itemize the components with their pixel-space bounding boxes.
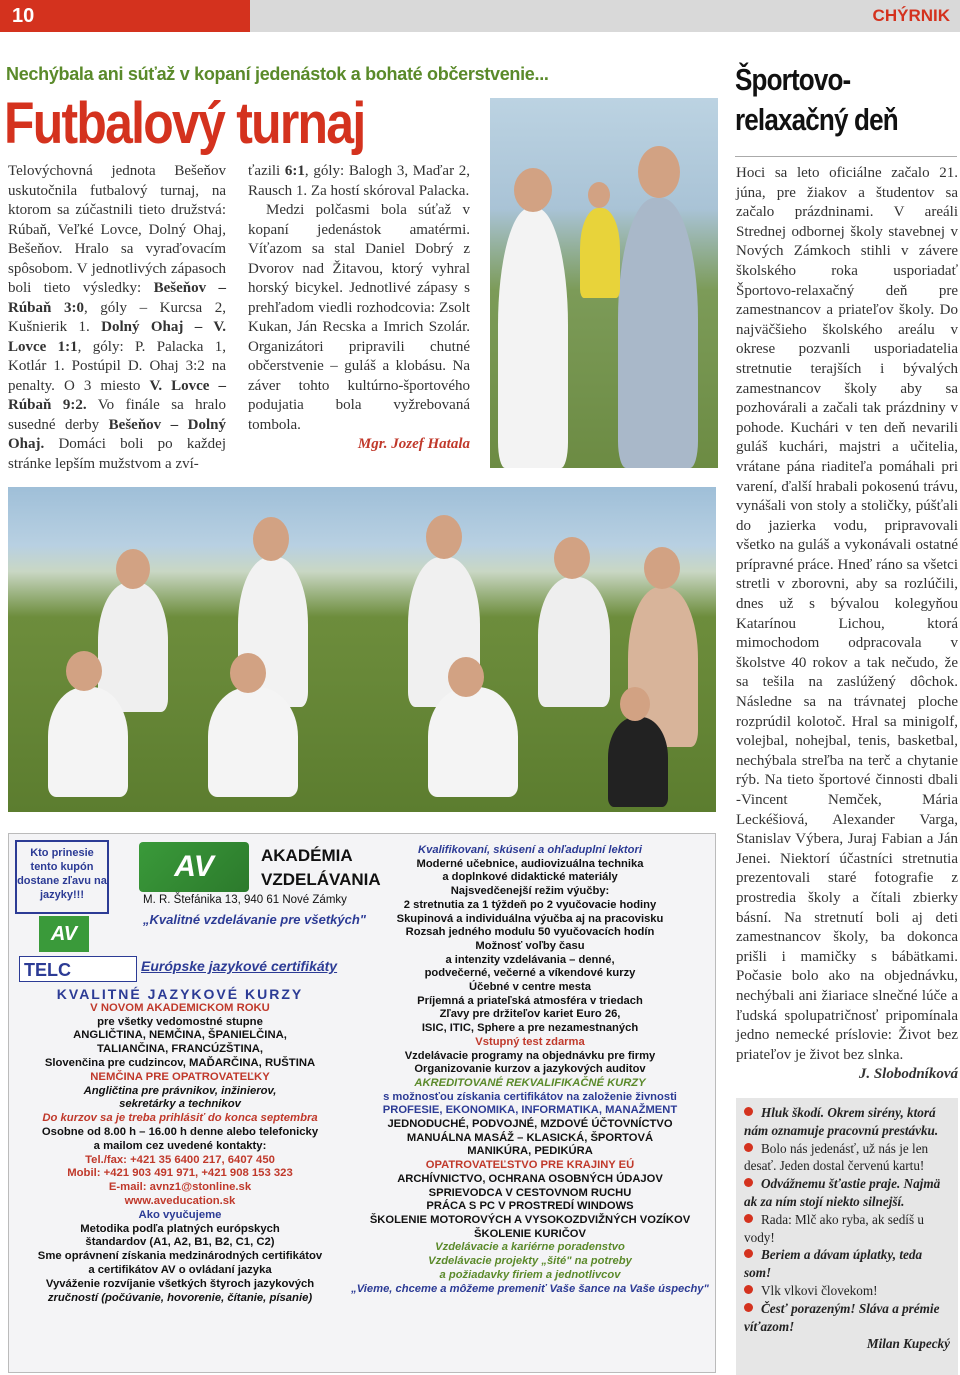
quotes-signature: Milan Kupecký [866,1336,950,1352]
ad-line: ŠKOLENIE KURIČOV [474,1227,586,1240]
ad-left-column [15,988,345,1305]
quote-list [744,1104,950,1335]
bullet-icon [744,1107,753,1116]
ad-line: Slovenčina pre cudzincov, MAĎARČINA, RUŠTINA [44,1056,316,1069]
ad-line: 2 stretnutia za 1 týždeň po 2 vyučovacie hodiny [403,898,657,911]
ad-line: MANIKÚRA, PEDIKÚRA [467,1145,593,1158]
ad-line: AKREDITOVANÉ REKVALIFIKAČNÉ KURZY [414,1076,646,1089]
ad-line: www.aveducation.sk [124,1194,236,1207]
ad-line: sekretárky a technikov [119,1098,241,1111]
ad-line: Do kurzov sa je treba prihlásiť do konca septembra [42,1112,318,1125]
ad-line: OPATROVATEĽSTVO PRE KRAJINY EÚ [425,1159,635,1172]
quote-item: Rada: Mlč ako ryba, ak sedíš u vody! [744,1211,924,1245]
ad-line: ANGLIČTINA, NEMČINA, ŠPANIELČINA, [73,1029,287,1042]
ad-line: NEMČINA PRE OPATROVATEĽKY [90,1070,270,1083]
ad-line: Vyváženie rozvíjanie všetkých štyroch jazykových [45,1277,315,1290]
ad-line: Mobil: +421 903 491 971, +421 908 153 323 [67,1167,293,1180]
ad-line: s možnosťou získania certifikátov na založenie živnosti [383,1090,677,1103]
ad-line: PRÁCA S PC V PROSTREDÍ WINDOWS [426,1200,634,1213]
ad-line: Rozsah jedného modulu 50 vyučovacích hodín [405,926,655,939]
result-1: Bešeňov – Rúbaň 3:0 [8,280,227,316]
ad-line: Tel./fax: +421 35 6400 217, 6407 450 [85,1153,275,1166]
academy-address: M. R. Štefánika 13, 940 61 Nové Zámky [143,894,347,906]
bullet-icon [744,1285,753,1294]
ad-line: TALIANČINA, FRANCÚZŠTINA, [96,1043,264,1056]
article-column-1: Telovýchovná jednota Bešeňov uskutočnila futbalový turnaj, na ktorom sa zúčastnili tieto družstvá: Rúbaň, Veľké Lovce, Dolný Ohaj, Bešeňov. Hralo sa vyraďovacím spôsobom. V jednotlivých zápasoch boli tieto výsledky: Bešeňov – Rúbaň 3:0, góly – Kurcsa 2, Kušnierik 1. Dolný Ohaj – V. Lovce 1:1, góly: P. Palacka 1, Kotlár 1. Postúpil D. Ohaj 3:2 na penalty. O 3 miesto V. Lovce – Rúbaň 9:2. Vo finále sa hralo susedné derby Bešeňov – Dolný Ohaj. Domáci boli po každej stránke lepším mužstvom a zví- [8,163,227,472]
ad-line: Organizovanie kurzov a jazykových auditov [414,1063,646,1076]
euro-certificates-heading: Európske jazykové certifikáty [141,958,338,974]
bullet-icon [744,1249,753,1258]
ad-line: SPRIEVODCA V CESTOVNOM RUCHU [428,1186,632,1199]
ad-line: Vzdelávacie projekty „šité" na potreby [428,1255,632,1268]
bullet-icon [744,1214,753,1223]
ad-line: Kvalifikovaní, skúsení a ohľaduplní lektori [418,844,642,856]
bullet-icon [744,1178,753,1187]
education-academy-ad [8,833,716,1373]
ad-line: Osobne od 8.00 h – 16.00 h denne alebo telefonicky [41,1125,319,1138]
ad-line: Metodika podľa platných európskych [80,1222,280,1235]
ad-line: Angličtina pre právnikov, inžinierov, [83,1084,277,1097]
academy-logo: AV [139,842,249,892]
result-3: V. Lovce – Rúbaň 9:2. [8,377,226,413]
sidebar-body: Hoci sa leto oficiálne začalo 21. júna, pre žiakov a študentov sa začalo prázdninami. V areáli Strednej odbornej školy stavebnej v Nových Zámkoch stihli v závere školského roka usporiadať Športovo-relaxačný deň pre zamestnancov a priateľov školy. Do najväčšieho školského areálu v okrese pozvanli usporiadatelia stretnutie terajších i bývalých zamestnancov školy aby sa pozhovárali a začali tak prázdniny v pohode. Kuchári v ten deň nevarili guláš kuchári, majstri a učitelia, vrátane pána riaditeľa pomáhali pri varení, ďalší hrabali pokosenú trávu, vynášali von stoly a stoličky, púšťali do jazierka vodu, pripravovali všetko na guláš a vykonávali ostatné prípravné práce. Hneď ráno sa všetci stretli v zborovni, aby sa rozlúčili, dnes už s bývalou kolegyňou Katarínou Lichou, ktorá mimochodom odpracovala v školstve 40 rokov a tak nečudo, že sa tešila na zaslúžený dôchok. Následne sa na trávnatej ploche rozprúdil kolotoč. Hral sa minigolf, volejbal, nohejbal, tenis, basketbal, nechýbala streľba na terč a chytanie rýb. Na tieto športové činnosti dbali -Vincent Nemček, Mária Leckéšiová, Alexander Varga, Stanislav Výbera, Juraj Fabian a Ján Jenei. Niektorí účastníci stretnutia prezentovali staré fotografie z prostredia školy a čítali zbierky básní. Na stretnutí boli aj deti zamestnancov školy, ba dokonca prišli i mamičky s bábätkami. Počasie bolo ako na objednávku, nechýbali ani žiariace slnečné lúče a ľudská spolupatričnosť pripomínala jedno nemecké príslovie: Život bez priateľov je život bez slnka. J. Slobodníková [736,164,958,1085]
ad-line: pre všetky vedomostné stupne [97,1015,263,1028]
ad-line: Možnosť voľby času [475,939,585,952]
ad-line: KVALITNÉ JAZYKOVÉ KURZY [56,986,304,1002]
ad-line: V NOVOM AKADEMICKOM ROKU [90,1001,270,1014]
ad-line: ARCHÍVNICTVO, OCHRANA OSOBNÝCH ÚDAJOV [397,1172,663,1185]
ad-line: ISIC, ITIC, Sphere a pre nezamestnaných [421,1022,639,1035]
telc-logo: TELC [19,956,137,982]
ad-line: a certifikátov AV o ovládaní jazyka [88,1263,272,1276]
quote-item: Beriem a dávam úplatky, teda som! [744,1247,923,1281]
coupon-box: Kto prinesie tento kupón dostane zľavu na jazyky!!! [15,840,109,914]
ad-line: Skupinová a individuálna výučba aj na pracovisku [396,912,664,925]
academy-logo-small: AV [39,916,89,952]
ad-line: Ako vyučujeme [138,1208,222,1221]
result-4: Bešeňov – Dolný Ohaj. [8,416,226,452]
publication-name: CHÝRNIK [872,6,950,25]
quote-item: Vlk vlkovi človekom! [744,1282,950,1300]
ad-line: Zľavy pre držiteľov kariet Euro 26, [439,1008,621,1021]
ad-line: zručností (počúvanie, hovorenie, čítanie, písanie) [47,1291,313,1304]
ad-line: Účebné v centre mesta [469,981,591,994]
ad-line: Vstupný test zdarma [475,1035,585,1048]
ad-line: a intenzity vzdelávania – denné, [445,953,615,966]
ad-line: štandardov (A1, A2, B1, B2, C1, C2) [85,1236,275,1249]
academy-slogan: „Kvalitné vzdelávanie pre všetkých" [143,912,366,927]
sidebar-signature: J. Slobodníková [858,1066,958,1083]
ad-line: Príjemná a priateľská atmosféra v triedach [417,994,643,1007]
article-kicker: Nechýbala ani súťaž v kopaní jedenástok a bohaté občerstvenie... [6,64,549,84]
article-signature: Mgr. Jozef Hatala [357,436,470,452]
ad-line: MANUÁLNA MASÁŽ – KLASICKÁ, ŠPORTOVÁ [406,1131,654,1144]
bullet-icon [744,1303,753,1312]
result-2: Dolný Ohaj – V. Lovce 1:1 [8,319,226,355]
quote-item: Odvážnemu šťastie praje. Najmä ak za ním stojí niekto silnejší. [744,1176,941,1209]
ad-line: podvečerné, večerné a víkendové kurzy [424,967,636,980]
article-column-2: ťazili 6:1, góly: Balogh 3, Maďar 2, Rausch 1. Za hostí skóroval Palacka. Medzi polčasmi bola súťaž v kopaní jedenástok amatérmi. Víťazom sa stal Daniel Dobrý z Dvorov nad Žitavou, ktorý vyhral horský bicykel. Jednotlivé zápasy s prehľadom viedli rozhodcovia: Zsolt Kukan, Ján Recska a Imrich Szolár. Organizátori pripravili chutné občerstvenie – guláš a klobásu. Na záver tohto kultúrno-športového podujatia bola vyžrebovaná tombola. Mgr. Jozef Hatala [248,162,470,455]
ad-line: a mailom cez uvedené kontakty: [93,1139,267,1152]
ad-line: JEDNODUCHÉ, PODVOJNÉ, MZDOVÉ ÚČTOVNÍCTVO [387,1118,673,1131]
ad-line: Sme oprávnení získania medzinárodných certifikátov [37,1250,323,1263]
ad-line: Najsvedčenejší režim výučby: [450,885,610,898]
ad-line: a požiadavky firiem a jednotlivcov [439,1268,621,1281]
trophy-ceremony-photo [490,98,718,468]
article-headline: Futbalový turnaj [4,91,365,156]
article-paragraph-3: Medzi polčasmi bola súťaž v kopaní jedenástok amatérmi. Víťazom sa stal Daniel Dobrý z Dvorov nad Žitavou, ktorý vyhral horský bicykel. Jednotlivé zápasy s prehľadom viedli rozhodcovia: Zsolt Kukan, Ján Recska a Imrich Szolár. Organizátori pripravili chutné občerstvenie – guláš a klobásu. Na záver tohto kultúrno-športového podujatia bola vyžrebovaná tombola. [248,202,470,433]
ad-line: E-mail: avnz1@stonline.sk [108,1181,252,1194]
ad-right-column [349,844,711,1296]
ad-line: a doplnkové didaktické materiály [442,871,618,884]
ad-line: ŠKOLENIE MOTOROVÝCH A VYSOKOZDVIŽNÝCH VOZÍKOV [369,1213,691,1226]
sidebar-divider [735,156,957,157]
ad-line: PROFESIE, EKONOMIKA, INFORMATIKA, MANAŽMENT [382,1104,678,1117]
quotes-box [736,1098,958,1375]
ad-line: Vzdelávacie a kariérne poradenstvo [435,1241,625,1254]
page-number: 10 [0,0,250,32]
team-photo [8,487,716,812]
sidebar-title: Športovo-relaxačný deň [735,62,898,137]
bullet-icon [744,1143,753,1152]
ad-line: Moderné učebnice, audiovizuálna technika [416,857,644,870]
quote-item: Hluk škodí. Okrem sirény, ktorá nám oznamuje pracovnú prestávku. [744,1105,939,1138]
academy-title: AKADÉMIA VZDELÁVANIA [261,846,381,889]
ad-line: Vzdelávacie programy na objednávku pre firmy [404,1049,656,1062]
ad-line: „Vieme, chceme a môžeme premeniť Vaše šance na Vaše úspechy" [351,1282,709,1295]
quote-item: Bolo nás jedenásť, už nás je len desať. Jeden dostal červenú kartu! [744,1140,929,1174]
quote-item: Česť porazeným! Sláva a prémie víťazom! [744,1300,940,1334]
